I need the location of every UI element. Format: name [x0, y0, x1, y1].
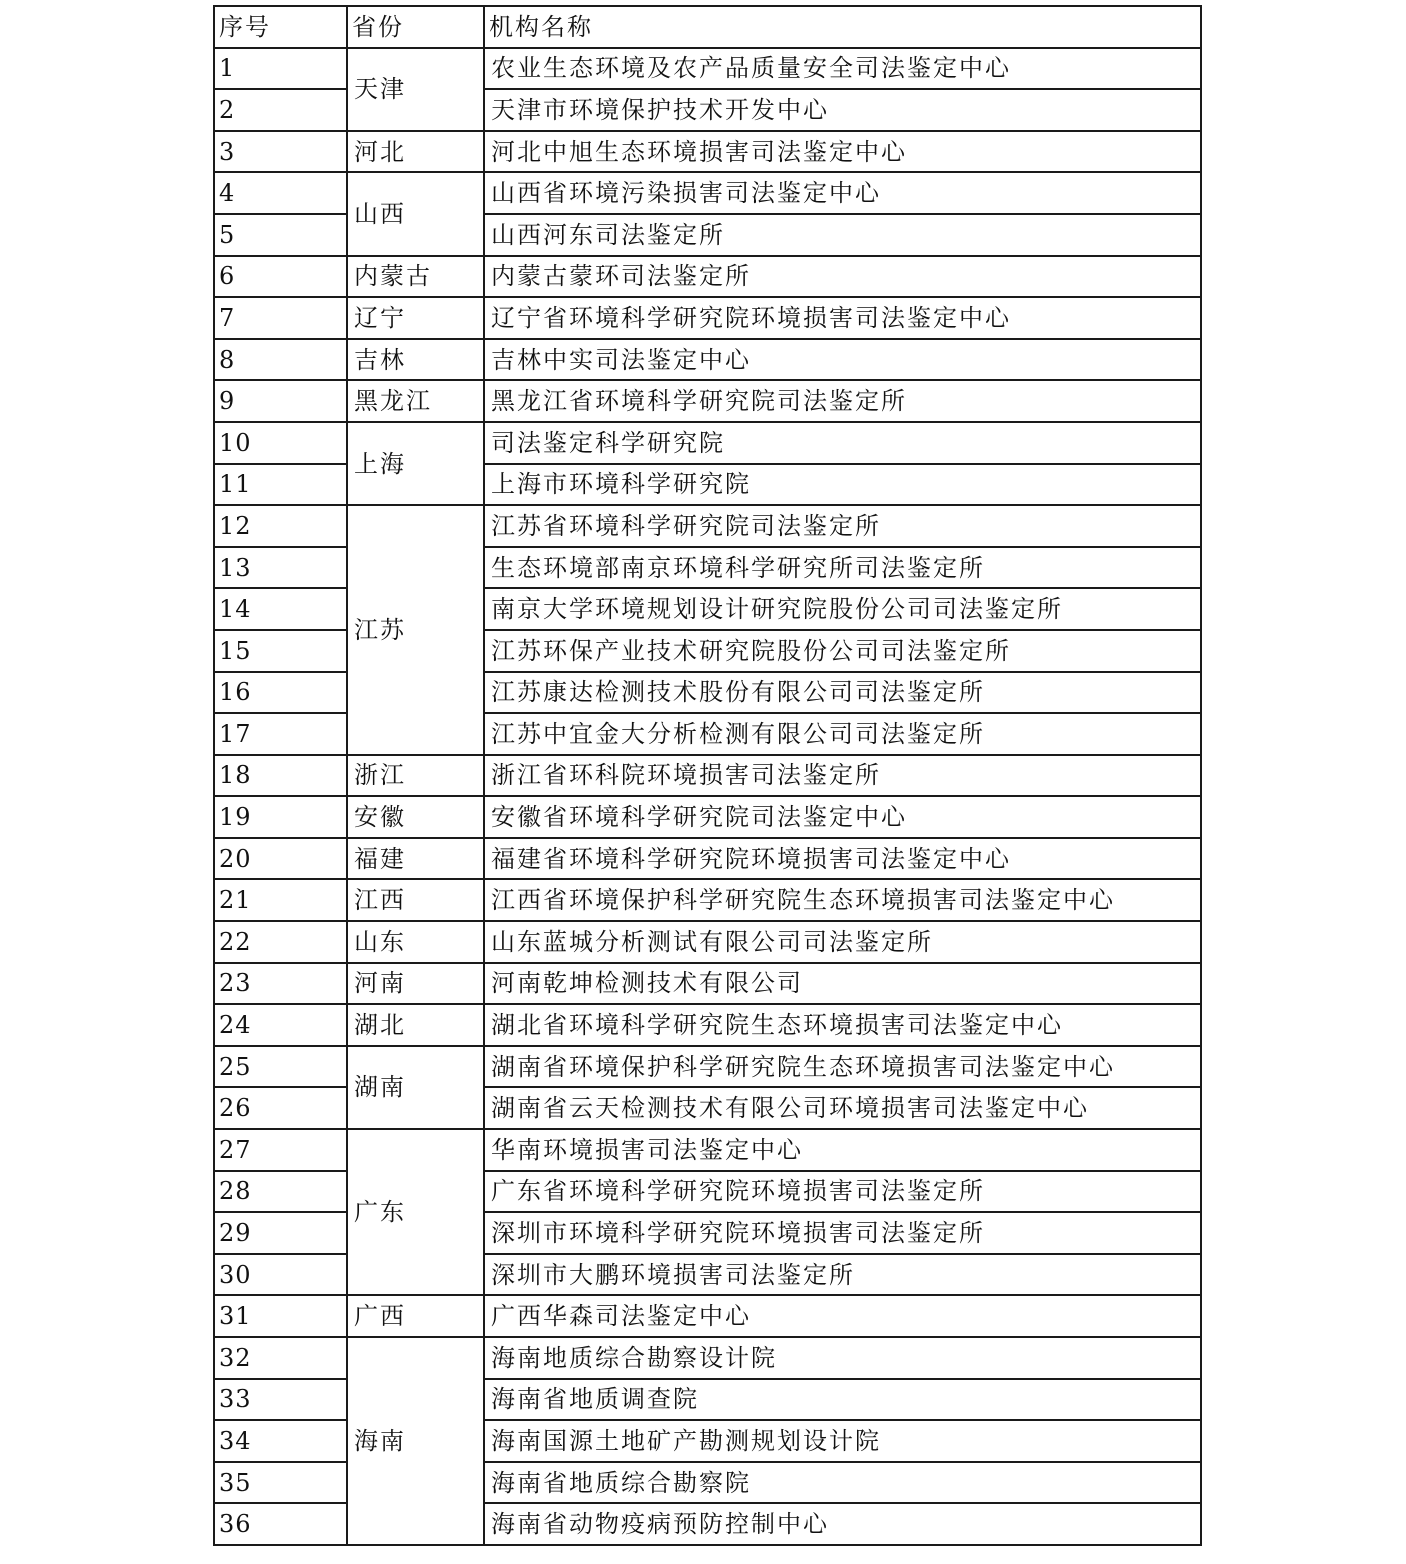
province-cell: 上海	[347, 422, 484, 505]
serial-number-cell: 36	[214, 1503, 347, 1545]
province-cell: 广东	[347, 1129, 484, 1295]
serial-number-cell: 32	[214, 1337, 347, 1379]
province-cell: 湖北	[347, 1004, 484, 1046]
serial-number-cell: 18	[214, 755, 347, 797]
serial-number-cell: 8	[214, 339, 347, 381]
province-cell: 湖南	[347, 1046, 484, 1129]
serial-number-cell: 22	[214, 921, 347, 963]
agency-name-cell: 江苏中宜金大分析检测有限公司司法鉴定所	[484, 713, 1201, 755]
serial-number-cell: 19	[214, 796, 347, 838]
serial-number-cell: 24	[214, 1004, 347, 1046]
table-row	[214, 755, 1201, 797]
serial-number-cell: 17	[214, 713, 347, 755]
serial-number-cell: 14	[214, 588, 347, 630]
province-cell: 浙江	[347, 755, 484, 797]
agency-name-cell: 内蒙古蒙环司法鉴定所	[484, 256, 1201, 298]
table-row	[214, 297, 1201, 339]
agency-name-cell: 河南乾坤检测技术有限公司	[484, 963, 1201, 1005]
serial-number-cell: 28	[214, 1171, 347, 1213]
header-province: 省份	[347, 6, 484, 48]
agency-name-cell: 海南省地质调查院	[484, 1379, 1201, 1421]
serial-number-cell: 31	[214, 1295, 347, 1337]
table-row	[214, 1295, 1201, 1337]
serial-number-cell: 23	[214, 963, 347, 1005]
table-body	[214, 48, 1201, 1545]
agency-name-cell: 上海市环境科学研究院	[484, 464, 1201, 506]
table-row	[214, 1337, 1201, 1379]
province-cell: 安徽	[347, 796, 484, 838]
province-cell: 吉林	[347, 339, 484, 381]
province-cell: 福建	[347, 838, 484, 880]
agency-table	[213, 5, 1202, 1546]
serial-number-cell: 9	[214, 380, 347, 422]
serial-number-cell: 4	[214, 172, 347, 214]
serial-number-cell: 11	[214, 464, 347, 506]
serial-number-cell: 25	[214, 1046, 347, 1088]
serial-number-cell: 20	[214, 838, 347, 880]
serial-number-cell: 29	[214, 1212, 347, 1254]
serial-number-cell: 27	[214, 1129, 347, 1171]
table-row	[214, 1046, 1201, 1088]
serial-number-cell: 34	[214, 1420, 347, 1462]
agency-name-cell: 河北中旭生态环境损害司法鉴定中心	[484, 131, 1201, 173]
table-row	[214, 963, 1201, 1005]
agency-name-cell: 黑龙江省环境科学研究院司法鉴定所	[484, 380, 1201, 422]
serial-number-cell: 1	[214, 48, 347, 90]
serial-number-cell: 30	[214, 1254, 347, 1296]
agency-name-cell: 生态环境部南京环境科学研究所司法鉴定所	[484, 547, 1201, 589]
agency-name-cell: 江苏环保产业技术研究院股份公司司法鉴定所	[484, 630, 1201, 672]
province-cell: 山西	[347, 172, 484, 255]
province-cell: 河南	[347, 963, 484, 1005]
serial-number-cell: 13	[214, 547, 347, 589]
agency-name-cell: 深圳市大鹏环境损害司法鉴定所	[484, 1254, 1201, 1296]
agency-name-cell: 华南环境损害司法鉴定中心	[484, 1129, 1201, 1171]
serial-number-cell: 35	[214, 1462, 347, 1504]
header-row	[214, 6, 1201, 48]
province-cell: 内蒙古	[347, 256, 484, 298]
agency-name-cell: 湖北省环境科学研究院生态环境损害司法鉴定中心	[484, 1004, 1201, 1046]
serial-number-cell: 2	[214, 89, 347, 131]
serial-number-cell: 12	[214, 505, 347, 547]
province-cell: 海南	[347, 1337, 484, 1545]
agency-name-cell: 海南省地质综合勘察院	[484, 1462, 1201, 1504]
serial-number-cell: 6	[214, 256, 347, 298]
agency-name-cell: 南京大学环境规划设计研究院股份公司司法鉴定所	[484, 588, 1201, 630]
table-row	[214, 838, 1201, 880]
agency-name-cell: 江苏康达检测技术股份有限公司司法鉴定所	[484, 672, 1201, 714]
table-row	[214, 172, 1201, 214]
table-row	[214, 505, 1201, 547]
agency-name-cell: 司法鉴定科学研究院	[484, 422, 1201, 464]
header-serial: 序号	[214, 6, 347, 48]
table-row	[214, 48, 1201, 90]
agency-name-cell: 山西河东司法鉴定所	[484, 214, 1201, 256]
table-row	[214, 131, 1201, 173]
table-row	[214, 380, 1201, 422]
agency-name-cell: 辽宁省环境科学研究院环境损害司法鉴定中心	[484, 297, 1201, 339]
header-agency-name: 机构名称	[484, 6, 1201, 48]
province-cell: 天津	[347, 48, 484, 131]
agency-name-cell: 安徽省环境科学研究院司法鉴定中心	[484, 796, 1201, 838]
agency-name-cell: 山东蓝城分析测试有限公司司法鉴定所	[484, 921, 1201, 963]
serial-number-cell: 21	[214, 879, 347, 921]
province-cell: 山东	[347, 921, 484, 963]
serial-number-cell: 26	[214, 1087, 347, 1129]
province-cell: 江苏	[347, 505, 484, 755]
agency-name-cell: 深圳市环境科学研究院环境损害司法鉴定所	[484, 1212, 1201, 1254]
serial-number-cell: 5	[214, 214, 347, 256]
table-row	[214, 879, 1201, 921]
agency-name-cell: 江西省环境保护科学研究院生态环境损害司法鉴定中心	[484, 879, 1201, 921]
serial-number-cell: 10	[214, 422, 347, 464]
agency-name-cell: 江苏省环境科学研究院司法鉴定所	[484, 505, 1201, 547]
table-row	[214, 1129, 1201, 1171]
agency-name-cell: 海南国源土地矿产勘测规划设计院	[484, 1420, 1201, 1462]
table-row	[214, 921, 1201, 963]
agency-name-cell: 吉林中实司法鉴定中心	[484, 339, 1201, 381]
agency-name-cell: 广东省环境科学研究院环境损害司法鉴定所	[484, 1171, 1201, 1213]
table-row	[214, 1004, 1201, 1046]
agency-name-cell: 海南省动物疫病预防控制中心	[484, 1503, 1201, 1545]
agency-name-cell: 海南地质综合勘察设计院	[484, 1337, 1201, 1379]
table-row	[214, 339, 1201, 381]
serial-number-cell: 16	[214, 672, 347, 714]
table-row	[214, 796, 1201, 838]
serial-number-cell: 33	[214, 1379, 347, 1421]
serial-number-cell: 7	[214, 297, 347, 339]
province-cell: 河北	[347, 131, 484, 173]
province-cell: 辽宁	[347, 297, 484, 339]
province-cell: 广西	[347, 1295, 484, 1337]
province-cell: 江西	[347, 879, 484, 921]
agency-name-cell: 福建省环境科学研究院环境损害司法鉴定中心	[484, 838, 1201, 880]
agency-name-cell: 天津市环境保护技术开发中心	[484, 89, 1201, 131]
table-row	[214, 256, 1201, 298]
agency-name-cell: 湖南省云天检测技术有限公司环境损害司法鉴定中心	[484, 1087, 1201, 1129]
agency-name-cell: 农业生态环境及农产品质量安全司法鉴定中心	[484, 48, 1201, 90]
province-cell: 黑龙江	[347, 380, 484, 422]
serial-number-cell: 3	[214, 131, 347, 173]
agency-name-cell: 浙江省环科院环境损害司法鉴定所	[484, 755, 1201, 797]
table-row	[214, 422, 1201, 464]
serial-number-cell: 15	[214, 630, 347, 672]
agency-name-cell: 山西省环境污染损害司法鉴定中心	[484, 172, 1201, 214]
agency-name-cell: 广西华森司法鉴定中心	[484, 1295, 1201, 1337]
agency-name-cell: 湖南省环境保护科学研究院生态环境损害司法鉴定中心	[484, 1046, 1201, 1088]
